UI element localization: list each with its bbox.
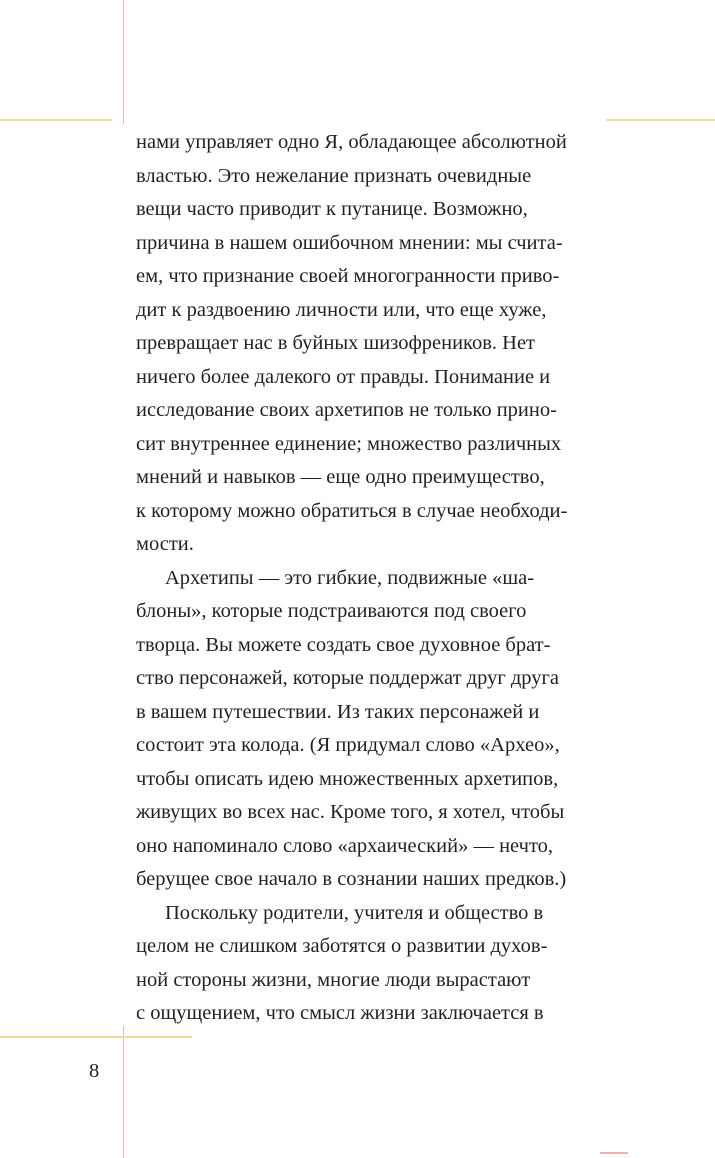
text-line: блоны», которые подстраиваются под своего [136, 600, 527, 622]
text-line: причина в нашем ошибочном мнении: мы счита- [136, 231, 563, 254]
text-line: ство персонажей, которые поддержат друг друга [136, 667, 560, 689]
text-line: сит внутреннее единение; множество различных [136, 432, 562, 455]
text-line: превращает нас в буйных шизофреников. Нет [136, 332, 536, 354]
crop-mark-bottom-right-horizontal [600, 1152, 628, 1154]
crop-mark-top-left-vertical [123, 0, 124, 124]
text-line: ничего более далекого от правды. Понимание и [136, 365, 551, 388]
text-line: ной стороны жизни, многие люди вырастают [136, 968, 531, 991]
crop-mark-top-left-horizontal [0, 119, 112, 121]
text-line: целом не слишком заботятся о развитии духов- [136, 935, 548, 957]
text-line: берущее свое начало в сознании наших предков.) [136, 868, 567, 890]
text-line: в вашем путешествии. Из таких персонажей и [136, 700, 540, 723]
text-line: мнений и навыков — еще одно преимущество, [136, 466, 545, 488]
text-line: властью. Это нежелание признать очевидные [136, 164, 532, 187]
crop-mark-bottom-left-horizontal [0, 1036, 192, 1038]
text-line: нами управляет одно Я, обладающее абсолютной [136, 131, 567, 153]
crop-mark-top-right-horizontal [606, 119, 715, 121]
text-line: состоит эта колода. (Я придумал слово «Архео», [136, 734, 560, 756]
text-line: вещи часто приводит к путанице. Возможно, [136, 198, 528, 220]
text-line: чтобы описать идею множественных архетипов, [136, 767, 559, 790]
crop-mark-bottom-left-vertical [123, 1026, 124, 1158]
text-line: творца. Вы можете создать свое духовное брат- [136, 633, 551, 656]
text-line: живущих во всех нас. Кроме того, я хотел, чтобы [136, 801, 565, 823]
paragraph-first-line: Поскольку родители, учителя и общество в [165, 901, 544, 924]
text-line: к которому можно обратиться в случае необходи- [136, 499, 568, 522]
page-number: 8 [89, 1060, 100, 1082]
text-line: оно напоминало слово «архаический» — нечто, [136, 834, 554, 857]
body-text [136, 126, 616, 1031]
text-line: мости. [136, 533, 194, 555]
paragraph-first-line: Архетипы — это гибкие, подвижные «ша- [165, 566, 535, 589]
text-line: с ощущением, что смысл жизни заключается в [136, 1002, 544, 1024]
text-line: ем, что признание своей многогранности приво- [136, 265, 560, 287]
text-line: исследование своих архетипов не только прино- [136, 399, 557, 421]
text-line: дит к раздвоению личности или, что еще хуже, [136, 298, 547, 321]
